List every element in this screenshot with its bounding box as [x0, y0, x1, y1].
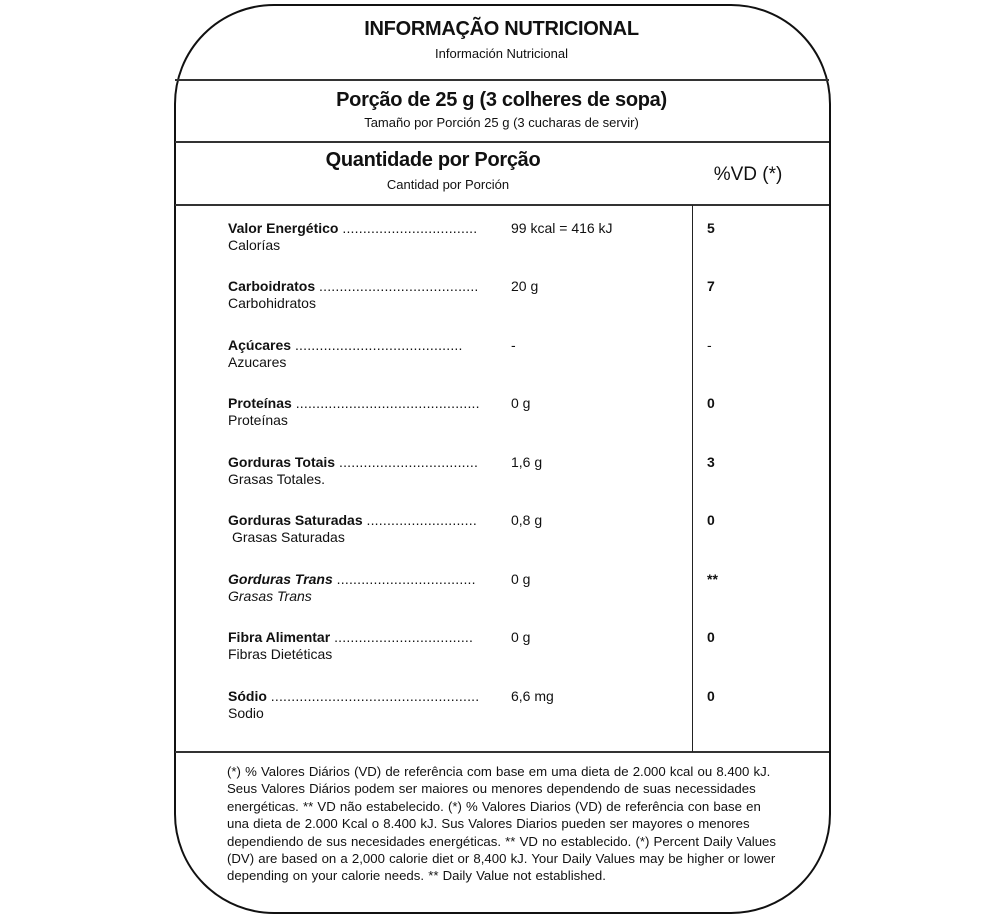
nutrient-amount: - — [511, 337, 516, 353]
leader-dots: ....................................... — [319, 278, 479, 294]
nutrient-subname: Fibras Dietéticas — [228, 646, 333, 662]
nutrient-name: Proteínas — [228, 395, 292, 411]
footnote-line: dependiendo de sus necesidades energéticas. ** VD no establecido. (*) Percent Daily Values — [227, 833, 776, 849]
nutrient-row — [228, 278, 788, 328]
nutrient-subname: Grasas Saturadas — [232, 529, 345, 545]
nutrient-subname: Azucares — [228, 354, 287, 370]
quantity-header: Quantidade por Porção — [325, 149, 541, 171]
nutrient-row — [228, 512, 788, 562]
nutrient-amount: 0 g — [511, 395, 531, 411]
nutrient-name: Gorduras Saturadas — [228, 512, 363, 528]
nutrient-amount: 0 g — [511, 571, 531, 587]
vd-header: %VD (*) — [713, 164, 783, 185]
footnote-line: depending on your calorie needs. ** Daily Value not established. — [227, 868, 606, 884]
leader-dots: .................................. — [334, 629, 474, 645]
leader-dots: .................................. — [336, 571, 476, 587]
nutrient-amount: 6,6 mg — [511, 688, 554, 704]
nutrient-vd: 0 — [707, 512, 715, 528]
nutrient-subname: Grasas Trans — [228, 588, 312, 604]
nutrient-name: Carboidratos — [228, 278, 316, 294]
nutrient-amount: 1,6 g — [511, 454, 543, 470]
nutrient-vd: - — [707, 337, 712, 353]
portion-title: Porção de 25 g (3 colheres de sopa) — [336, 89, 667, 111]
nutrient-vd: 0 — [707, 395, 715, 411]
divider-header — [175, 79, 829, 81]
divider-columns — [175, 204, 829, 206]
nutrient-name: Sódio — [228, 688, 267, 704]
leader-dots: ................................................... — [270, 688, 480, 704]
nutrient-row — [228, 571, 788, 621]
nutrient-row — [228, 220, 788, 270]
divider-footer — [175, 751, 829, 753]
nutrient-name: Gorduras Trans — [228, 571, 333, 587]
label-title: INFORMAÇÃO NUTRICIONAL — [364, 18, 639, 40]
nutrient-subname: Calorías — [228, 237, 281, 253]
nutrient-name: Açúcares — [228, 337, 292, 353]
leader-dots: ........................... — [366, 512, 477, 528]
nutrient-subname: Sodio — [228, 705, 264, 721]
quantity-subheader: Cantidad por Porción — [386, 177, 510, 192]
nutrient-subname: Carbohidratos — [228, 295, 316, 311]
nutrient-vd: ** — [707, 571, 718, 587]
divider-portion — [175, 141, 829, 143]
label-subtitle: Información Nutricional — [435, 46, 568, 61]
leader-dots: .................................. — [338, 454, 479, 470]
nutrient-row — [228, 337, 788, 387]
footnote-line: (*) % Valores Diários (VD) de referência com base em uma dieta de 2.000 kcal ou 8.400 kJ. — [227, 764, 771, 779]
nutrient-amount: 20 g — [511, 278, 539, 294]
nutrient-subname: Grasas Totales. — [228, 471, 326, 487]
leader-dots: ............................................. — [295, 395, 480, 411]
footnote-line: una dieta de 2.000 Kcal o 8.400 kJ. Sus Valores Diarios pueden ser mayores o menores — [227, 816, 750, 832]
nutrient-vd: 7 — [707, 278, 715, 294]
nutrient-amount: 0,8 g — [511, 512, 543, 528]
nutrient-vd: 5 — [707, 220, 715, 236]
leader-dots: ......................................... — [294, 337, 463, 353]
nutrient-amount: 0 g — [511, 629, 531, 645]
nutrient-row — [228, 454, 788, 504]
nutrient-name: Gorduras Totais — [228, 454, 336, 470]
nutrient-subname: Proteínas — [228, 412, 288, 428]
nutrient-row — [228, 395, 788, 445]
footnote — [227, 763, 792, 885]
nutrient-name: Fibra Alimentar — [228, 629, 331, 645]
nutrient-row — [228, 629, 788, 679]
nutrient-vd: 0 — [707, 629, 715, 645]
portion-subtitle: Tamaño por Porción 25 g (3 cucharas de servir) — [364, 115, 639, 130]
footnote-line: energéticas. ** VD não estabelecido. (*) % Valores Diarios (VD) de referência con base en — [227, 798, 761, 814]
nutrient-amount: 99 kcal = 416 kJ — [511, 220, 613, 236]
nutrient-name: Valor Energético — [228, 220, 339, 236]
nutrient-vd: 3 — [707, 454, 715, 470]
nutrient-vd: 0 — [707, 688, 715, 704]
footnote-line: Seus Valores Diários podem ser maiores ou menores dependendo de suas necessidades — [227, 781, 756, 797]
leader-dots: ................................. — [342, 220, 478, 236]
nutrient-row — [228, 688, 788, 738]
footnote-line: (DV) are based on a 2,000 calorie diet or 8,400 kJ. Your Daily Values may be higher or lower — [227, 851, 776, 867]
